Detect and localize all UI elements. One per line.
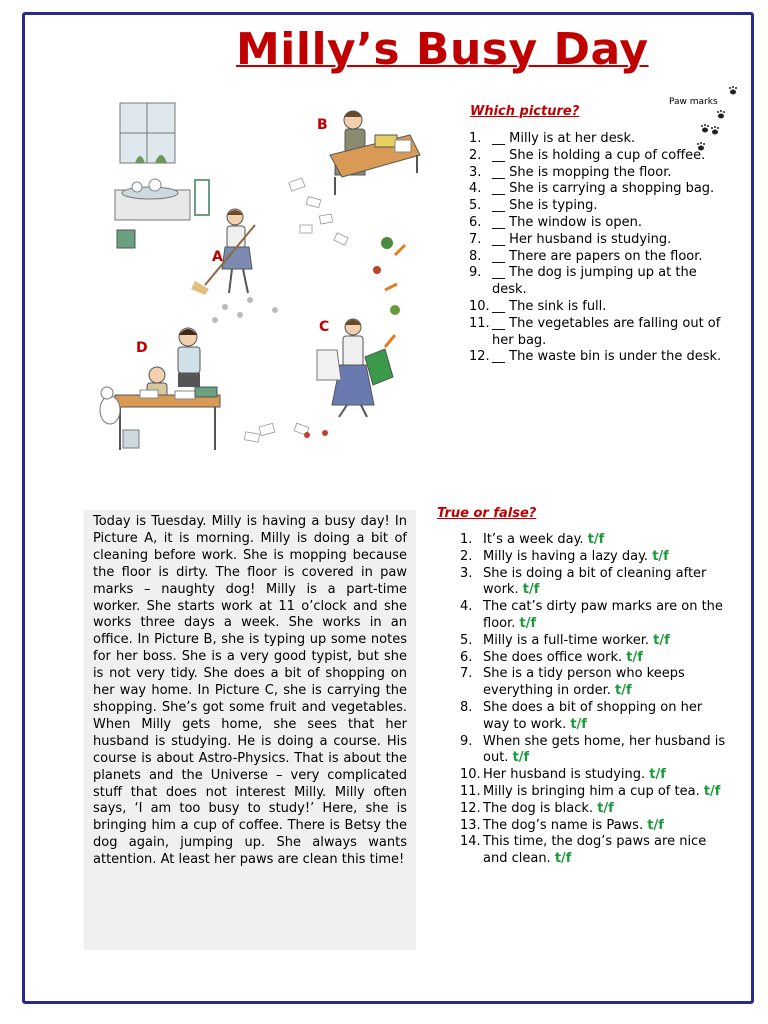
true-false-item (460, 566, 728, 600)
item-text: She is doing a bit of cleaning after work. (483, 565, 707, 598)
scene-d-home (100, 328, 220, 450)
item-text: __ The vegetables are falling out of her bag. (492, 315, 721, 348)
item-number: 7. (460, 666, 473, 682)
true-false-item (460, 801, 728, 818)
true-false-item (460, 734, 728, 768)
item-text: Milly is a full-time worker. (483, 632, 650, 648)
item-text: __ Milly is at her desk. (492, 131, 636, 146)
item-number: 1. (469, 131, 482, 146)
item-number: 2. (469, 147, 482, 163)
item-number: 11. (460, 783, 481, 799)
item-number: 14. (460, 834, 481, 850)
item-text: It’s a week day. (483, 532, 584, 547)
which-picture-item (469, 181, 731, 198)
item-number: 12. (460, 800, 481, 816)
true-false-mark: t/f (587, 532, 605, 547)
which-picture-item (469, 265, 731, 299)
floor-paw-marks (212, 297, 278, 323)
true-false-item (460, 666, 728, 700)
true-false-heading: True or false? (437, 506, 537, 521)
item-text: The dog is black. (483, 800, 594, 816)
item-text: __ The waste bin is under the desk. (492, 349, 722, 365)
item-text: She does office work. (483, 649, 623, 665)
item-number: 10. (469, 298, 490, 314)
true-false-item (460, 633, 728, 650)
true-false-mark: t/f (512, 750, 530, 766)
true-false-mark: t/f (554, 851, 572, 867)
which-picture-item (469, 349, 731, 366)
item-number: 8. (460, 699, 473, 715)
true-false-item (460, 650, 728, 667)
picture-label-b: B (317, 117, 328, 133)
item-number: 2. (460, 548, 473, 564)
page-title: Milly’s Busy Day (236, 24, 649, 75)
true-false-item (460, 700, 728, 734)
which-picture-item (469, 215, 731, 232)
item-text: Milly is bringing him a cup of tea. (483, 783, 700, 799)
true-false-mark: t/f (597, 800, 614, 816)
item-number: 4. (460, 599, 473, 615)
which-picture-item (469, 232, 731, 249)
which-picture-item (469, 316, 731, 350)
true-false-mark: t/f (615, 683, 632, 699)
item-text: __ There are papers on the floor. (492, 248, 703, 264)
scene-a-kitchen (115, 103, 255, 295)
picture-label-d: D (136, 340, 148, 356)
paper-trail (225, 178, 348, 475)
item-number: 9. (469, 265, 482, 281)
true-false-item (460, 784, 728, 801)
which-picture-item (469, 148, 731, 165)
true-false-item (460, 599, 728, 633)
which-picture-item (469, 131, 731, 148)
item-text: __ She is mopping the floor. (492, 164, 672, 180)
true-false-mark: t/f (649, 767, 666, 783)
item-number: 13. (460, 817, 481, 833)
true-false-item (460, 818, 728, 835)
true-false-mark: t/f (703, 783, 721, 799)
true-false-mark: t/f (519, 615, 537, 631)
item-number: 6. (469, 214, 482, 230)
true-false-item (460, 532, 728, 549)
paw-marks-label: Paw marks (669, 97, 718, 107)
item-number: 6. (460, 649, 473, 665)
item-text: __ She is typing. (492, 198, 598, 214)
true-false-mark: t/f (647, 817, 664, 833)
true-false-mark: t/f (570, 716, 587, 732)
item-number: 3. (469, 164, 482, 180)
which-picture-item (469, 198, 731, 215)
busy-day-illustration (95, 95, 445, 475)
true-false-mark: t/f (652, 548, 669, 564)
item-text: __ She is carrying a shopping bag. (492, 181, 715, 197)
item-text: Milly is having a lazy day. (483, 548, 649, 564)
item-number: 4. (469, 181, 482, 197)
item-number: 10. (460, 767, 481, 783)
item-text: She does a bit of shopping on her way to work. (483, 699, 703, 732)
item-text: The cat’s dirty paw marks are on the floor. (483, 599, 723, 631)
item-number: 9. (460, 733, 473, 749)
which-picture-heading: Which picture? (470, 104, 580, 119)
item-text: Her husband is studying. (483, 767, 646, 783)
item-text: __ She is holding a cup of coffee. (492, 147, 706, 163)
which-picture-list (469, 131, 731, 366)
true-false-item (460, 767, 728, 784)
true-false-item (460, 834, 728, 868)
true-false-mark: t/f (522, 582, 540, 598)
item-number: 1. (460, 532, 473, 547)
picture-label-c: C (319, 319, 330, 335)
which-picture-item (469, 299, 731, 316)
which-picture-item (469, 165, 731, 182)
true-false-mark: t/f (653, 632, 670, 648)
item-text: __ The dog is jumping up at the desk. (492, 265, 697, 298)
item-number: 5. (469, 198, 482, 214)
item-text: __ The window is open. (492, 214, 642, 230)
item-number: 5. (460, 632, 473, 648)
item-text: She is a tidy person who keeps everything in order. (483, 666, 685, 699)
true-false-list (460, 532, 728, 868)
picture-label-a: A (212, 249, 223, 265)
true-false-item (460, 549, 728, 566)
which-picture-item (469, 249, 731, 266)
item-text: __ The sink is full. (492, 298, 607, 314)
scene-b-desk (330, 111, 420, 195)
item-number: 8. (469, 248, 482, 264)
item-text: This time, the dog’s paws are nice and clean. (483, 834, 707, 867)
item-number: 12. (469, 349, 490, 365)
true-false-mark: t/f (626, 649, 643, 665)
item-text: The dog’s name is Paws. (483, 817, 644, 833)
item-number: 11. (469, 315, 490, 331)
item-text: __ Her husband is studying. (492, 231, 672, 247)
story-text: Today is Tuesday. Milly is having a busy day! In Picture A, it is morning. Milly is doing a bit of cleaning before work. She is mopping because the floor is dirty. The floor is covered in paw marks – naughty dog! Milly is a part-time worker. She starts work at 11 o’clock and she works three days a week. She works in an office. In Picture B, she is typing up some notes for her boss. She is a very good typist, but she is not very tidy. She does a bit of shopping on her way home. In Picture C, she is carrying the shopping. She’s got some fruit and vegetables. When Milly gets home, she sees that her husband is studying. He is doing a course. His course is about Astro-Physics. That is about the planets and the Universe – very complicated stuff that does not interest Milly. Milly often says, ‘I am too busy to study!’ Here, she is bringing him a cup of coffee. There is Betsy the dog again, jumping up. She always wants attention. At least her paws are clean this time! (84, 510, 416, 950)
item-number: 3. (460, 565, 473, 581)
item-text: When she gets home, her husband is out. (483, 733, 726, 766)
item-number: 7. (469, 231, 482, 247)
